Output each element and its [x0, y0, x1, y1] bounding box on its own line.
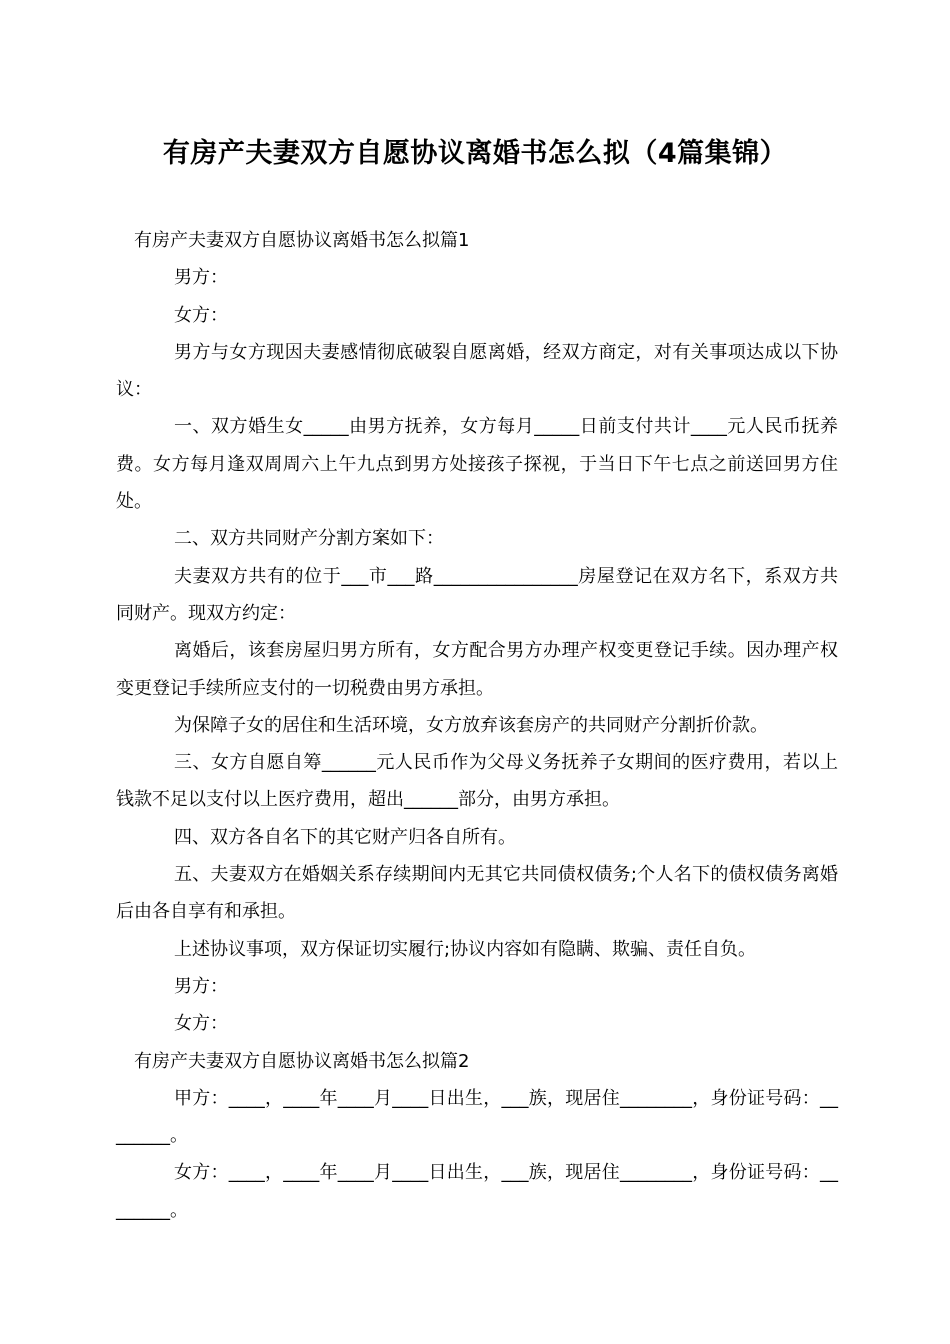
- signature-male-party: 男方：: [174, 975, 228, 997]
- paragraph-property-waiver: 为保障子女的居住和生活环境，女方放弃该套房产的共同财产分割折价款。: [174, 714, 768, 736]
- paragraph-female-info: 女方：____，____年____月____日出生，___族，现居住________，身份证号码：________。: [116, 1162, 838, 1221]
- document-title: 有房产夫妻双方自愿协议离婚书怎么拟（4篇集锦）: [162, 138, 788, 169]
- section-heading-2: 有房产夫妻双方自愿协议离婚书怎么拟篇2: [134, 1050, 470, 1072]
- section-heading-1: 有房产夫妻双方自愿协议离婚书怎么拟篇1: [134, 230, 470, 251]
- paragraph-clause-1: 一、双方婚生女_____由男方抚养，女方每月_____日前支付共计____元人民币抚养费。女方每月逢双周周六上午九点到男方处接孩子探视，于当日下午七点之前送回男方住处。: [116, 416, 838, 513]
- paragraph-male-party: 男方：: [174, 267, 228, 289]
- paragraph-guarantee: 上述协议事项，双方保证切实履行;协议内容如有隐瞒、欺骗、责任自负。: [174, 938, 757, 960]
- paragraph-party-a-info: 甲方：____，____年____月____日出生，___族，现居住________，身份证号码：________。: [116, 1087, 838, 1147]
- paragraph-clause-4: 四、双方各自名下的其它财产归各自所有。: [174, 826, 516, 848]
- document-body: [116, 222, 838, 1229]
- paragraph-clause-2: 二、双方共同财产分割方案如下：: [174, 528, 444, 550]
- signature-female-party: 女方：: [174, 1013, 228, 1035]
- paragraph-intro: 男方与女方现因夫妻感情彻底破裂自愿离婚，经双方商定，对有关事项达成以下协议：: [116, 341, 838, 401]
- paragraph-property-ownership: 离婚后，该套房屋归男方所有，女方配合男方办理产权变更登记手续。因办理产权变更登记手续所应支付的一切税费由男方承担。: [116, 640, 838, 699]
- paragraph-clause-5: 五、夫妻双方在婚姻关系存续期间内无其它共同债权债务;个人名下的债权债务离婚后由各自享有和承担。: [116, 864, 838, 923]
- paragraph-clause-3: 三、女方自愿自筹______元人民币作为父母义务抚养子女期间的医疗费用，若以上钱款不足以支付以上医疗费用，超出______部分，由男方承担。: [116, 752, 838, 811]
- paragraph-property-location: 夫妻双方共有的位于___市___路________________房屋登记在双方名下，系双方共同财产。现双方约定：: [116, 565, 838, 624]
- paragraph-female-party: 女方：: [174, 304, 228, 326]
